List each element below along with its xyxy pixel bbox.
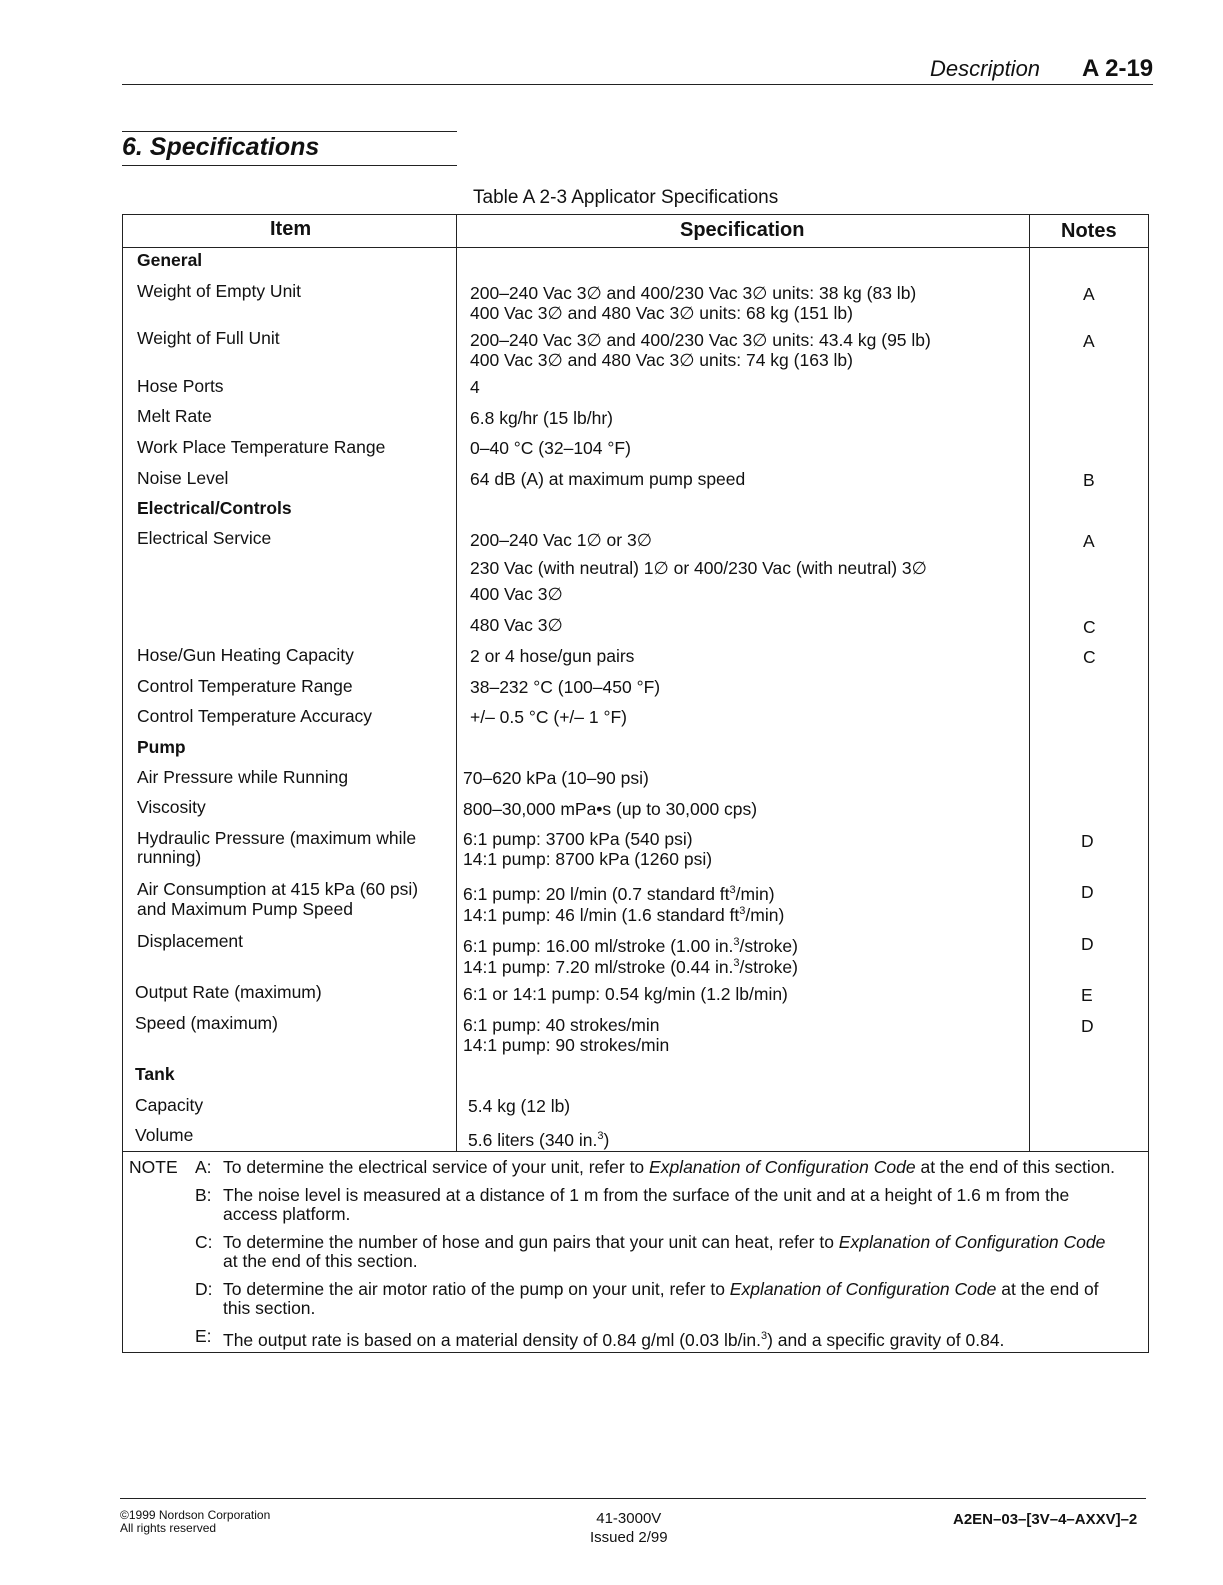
- note-electrical-service-1: A: [1083, 531, 1095, 551]
- group-heading-general: General: [137, 250, 203, 270]
- note-a-letter: A:: [195, 1157, 212, 1177]
- note-d-text-1: To determine the air motor ratio of the pump on your unit, refer to Explanation of Configuration Code at the end of: [223, 1279, 1099, 1299]
- item-melt-rate: Melt Rate: [137, 406, 212, 426]
- item-speed: Speed (maximum): [135, 1013, 278, 1033]
- footer-document-info: [590, 1509, 668, 1547]
- note-e-letter: E:: [195, 1326, 212, 1346]
- note-c-text-2: at the end of this section.: [223, 1251, 418, 1271]
- spec-air-consumption-2: 14:1 pump: 46 l/min (1.6 standard $ft^3/\min$): [463, 904, 785, 925]
- spec-electrical-service-1: 200–240 Vac 1∅ or 3∅: [470, 530, 652, 550]
- column-header-notes: Notes: [1061, 220, 1117, 242]
- note-d-letter: D:: [195, 1279, 213, 1299]
- spec-noise-level: 64 dB (A) at maximum pump speed: [470, 469, 746, 489]
- group-heading-electrical: Electrical/Controls: [137, 498, 292, 518]
- item-hose-gun-capacity: Hose/Gun Heating Capacity: [137, 645, 354, 665]
- copyright-text: ©1999 Nordson Corporation: [120, 1508, 271, 1522]
- item-weight-full: Weight of Full Unit: [137, 328, 280, 348]
- issue-date: Issued 2/99: [590, 1529, 668, 1546]
- spec-work-temp: 0–40 °C (32–104 °F): [470, 438, 631, 458]
- note-displacement: D: [1081, 934, 1094, 954]
- item-control-temp-range: Control Temperature Range: [137, 676, 353, 696]
- spec-hydraulic-pressure-1: 6:1 pump: 3700 kPa (540 psi): [463, 829, 693, 849]
- note-hose-gun-capacity: C: [1083, 647, 1096, 667]
- page-number: A 2-19: [1082, 55, 1154, 82]
- note-b-letter: B:: [195, 1185, 212, 1205]
- spec-displacement-1: 6:1 pump: 16.00 ml/stroke (1.00 in.$^3$/stroke): [463, 935, 798, 956]
- spec-weight-empty-1: 200–240 Vac 3∅ and 400/230 Vac 3∅ units: 38 kg (83 lb): [470, 283, 917, 303]
- note-noise-level: B: [1083, 470, 1095, 490]
- item-capacity: Capacity: [135, 1095, 204, 1115]
- group-heading-tank: Tank: [135, 1064, 175, 1084]
- column-divider-spec: [1029, 215, 1030, 1151]
- note-b-text-2: access platform.: [223, 1204, 351, 1224]
- spec-speed-1: 6:1 pump: 40 strokes/min: [463, 1015, 660, 1035]
- item-hose-ports: Hose Ports: [137, 376, 224, 396]
- column-divider-item: [456, 215, 457, 1151]
- spec-hydraulic-pressure-2: 14:1 pump: 8700 kPa (1260 psi): [463, 849, 713, 869]
- footer-rule: [120, 1498, 1146, 1499]
- note-d-text-2: this section.: [223, 1298, 316, 1318]
- section-title-bottom-rule: [122, 165, 457, 166]
- note-output-rate: E: [1081, 985, 1093, 1005]
- note-e-text: The output rate is based on a material density of 0.84 g/ml (0.03 lb/in.$^3$) and a specific gravity of 0.84.: [223, 1329, 1005, 1350]
- item-control-temp-accuracy: Control Temperature Accuracy: [137, 706, 373, 726]
- item-air-pressure: Air Pressure while Running: [137, 767, 349, 787]
- note-c-letter: C:: [195, 1232, 213, 1252]
- spec-electrical-service-3: 400 Vac 3∅: [470, 584, 563, 604]
- spec-air-consumption-1: 6:1 pump: 20 l/min (0.7 standard $ft^3/\min$): [463, 883, 775, 904]
- spec-electrical-service-4: 480 Vac 3∅: [470, 615, 563, 635]
- group-heading-pump: Pump: [137, 737, 186, 757]
- item-electrical-service: Electrical Service: [137, 528, 272, 548]
- spec-viscosity: 800–30,000 mPa•s (up to 30,000 cps): [463, 799, 758, 819]
- note-c-text-1: To determine the number of hose and gun pairs that your unit can heat, refer to Explanation of Configuration Code: [223, 1232, 1106, 1252]
- spec-control-temp-range: 38–232 °C (100–450 °F): [470, 677, 661, 697]
- footer-copyright: [120, 1509, 270, 1535]
- spec-speed-2: 14:1 pump: 90 strokes/min: [463, 1035, 670, 1055]
- footer-page-code: A2EN–03–[3V–4–AXXV]–2: [953, 1511, 1138, 1528]
- note-speed: D: [1081, 1016, 1094, 1036]
- spec-volume: 5.6 liters (340 in.$^3$): [468, 1129, 610, 1150]
- item-output-rate: Output Rate (maximum): [135, 982, 322, 1002]
- item-noise-level: Noise Level: [137, 468, 229, 488]
- spec-output-rate: 6:1 or 14:1 pump: 0.54 kg/min (1.2 lb/min): [463, 984, 788, 1004]
- item-work-temp: Work Place Temperature Range: [137, 437, 386, 457]
- item-weight-empty: Weight of Empty Unit: [137, 281, 302, 301]
- spec-displacement-2: 14:1 pump: 7.20 ml/stroke (0.44 in.$^3$/stroke): [463, 956, 798, 977]
- note-hydraulic-pressure: D: [1081, 831, 1094, 851]
- item-viscosity: Viscosity: [137, 797, 206, 817]
- notes-separator-rule: [123, 1151, 1148, 1152]
- header-rule: [122, 84, 1153, 85]
- note-b-text-1: The noise level is measured at a distance of 1 m from the surface of the unit and at a height of 1.6 m from the: [223, 1185, 1070, 1205]
- spec-control-temp-accuracy: +/– 0.5 °C (+/– 1 °F): [470, 707, 627, 727]
- spec-melt-rate: 6.8 kg/hr (15 lb/hr): [470, 408, 613, 428]
- header-row-rule: [123, 247, 1148, 248]
- specifications-table: [122, 214, 1149, 1353]
- table-caption: Table A 2-3 Applicator Specifications: [473, 187, 779, 208]
- header-section-name: Description: [930, 56, 1041, 81]
- note-weight-empty: A: [1083, 284, 1095, 304]
- spec-capacity: 5.4 kg (12 lb): [468, 1096, 571, 1116]
- column-header-item: Item: [270, 218, 312, 240]
- rights-text: All rights reserved: [120, 1521, 217, 1535]
- spec-weight-full-2: 400 Vac 3∅ and 480 Vac 3∅ units: 74 kg (163 lb): [470, 350, 853, 370]
- note-a-text: To determine the electrical service of your unit, refer to Explanation of Configuration Code at the end of this section.: [223, 1157, 1116, 1177]
- item-air-consumption-1: Air Consumption at 415 kPa (60 psi): [137, 879, 419, 899]
- spec-weight-empty-2: 400 Vac 3∅ and 480 Vac 3∅ units: 68 kg (151 lb): [470, 303, 853, 323]
- spec-hose-ports: 4: [470, 377, 480, 397]
- item-air-consumption-2: and Maximum Pump Speed: [137, 899, 353, 919]
- section-title-top-rule: [122, 131, 457, 132]
- item-volume: Volume: [135, 1125, 194, 1145]
- section-title: 6. Specifications: [122, 133, 320, 161]
- item-hydraulic-pressure-2: running): [137, 847, 202, 867]
- note-weight-full: A: [1083, 331, 1095, 351]
- note-air-consumption: D: [1081, 882, 1094, 902]
- spec-electrical-service-2: 230 Vac (with neutral) 1∅ or 400/230 Vac (with neutral) 3∅: [470, 558, 927, 578]
- note-electrical-service-4: C: [1083, 617, 1096, 637]
- notes-label: NOTE: [129, 1157, 178, 1177]
- column-header-specification: Specification: [680, 219, 805, 241]
- item-displacement: Displacement: [137, 931, 244, 951]
- item-hydraulic-pressure-1: Hydraulic Pressure (maximum while: [137, 828, 417, 848]
- spec-hose-gun-capacity: 2 or 4 hose/gun pairs: [470, 646, 635, 666]
- spec-air-pressure: 70–620 kPa (10–90 psi): [463, 768, 649, 788]
- spec-weight-full-1: 200–240 Vac 3∅ and 400/230 Vac 3∅ units: 43.4 kg (95 lb): [470, 330, 931, 350]
- document-number: 41-3000V: [596, 1510, 662, 1527]
